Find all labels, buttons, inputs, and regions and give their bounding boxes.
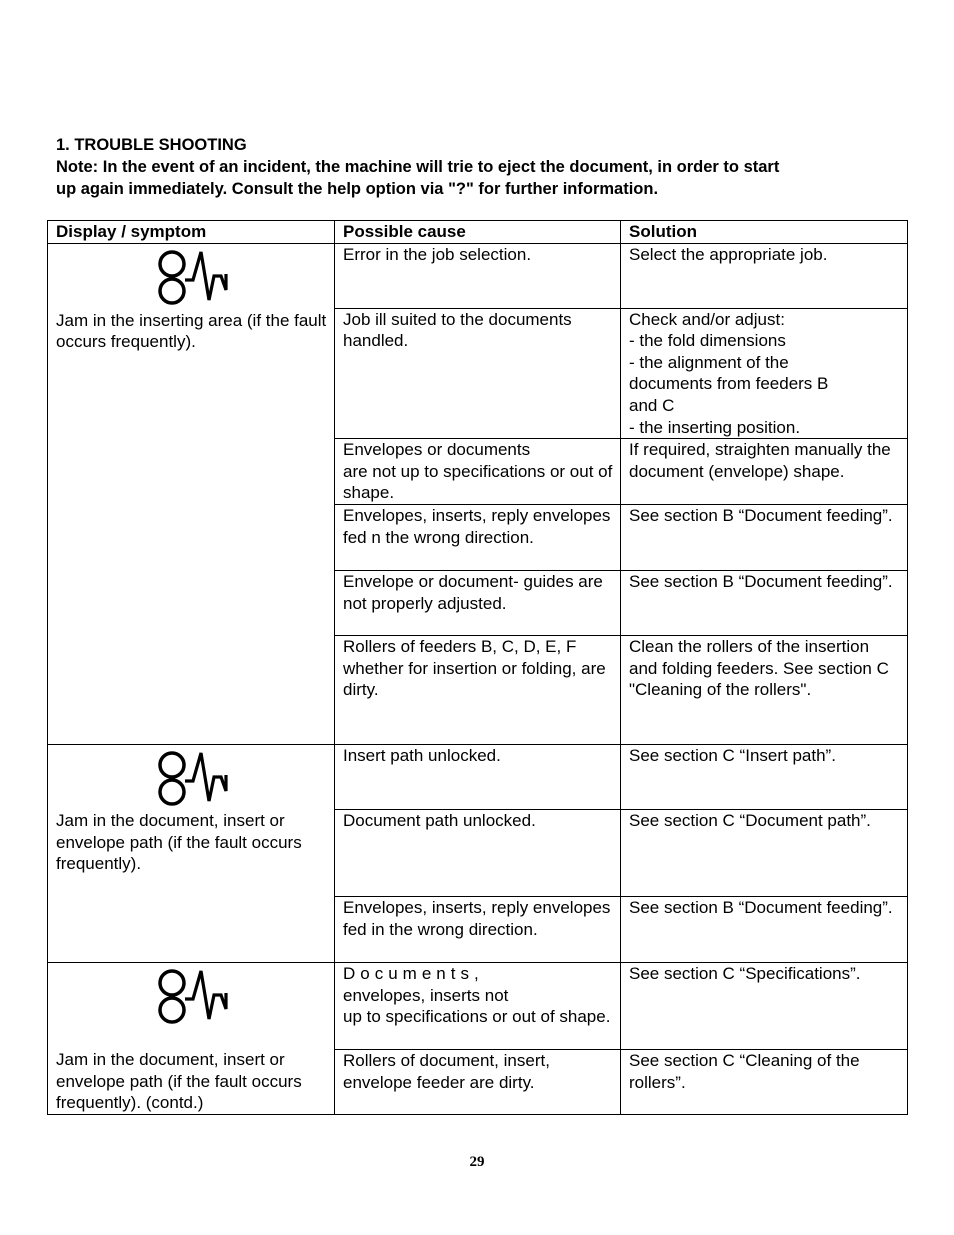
cause-cell: Envelopes or documents are not up to specifications or out of shape. [335,439,621,505]
cause-cell: Envelope or document- guides are not properly adjusted. [335,570,621,635]
cause-cell: Rollers of document, insert, envelope feeder are dirty. [335,1049,621,1114]
cause-cell [335,962,621,1049]
section-title: 1. TROUBLE SHOOTING [56,136,247,154]
cause-cell: Envelopes, inserts, reply envelopes fed in the wrong direction. [335,896,621,962]
cause-cell: Envelopes, inserts, reply envelopes fed n the wrong direction. [335,504,621,570]
symptom-cell [48,243,335,744]
solution-cell: See section B “Document feeding”. [621,896,908,962]
solution-cell: If required, straighten manually the document (envelope) shape. [621,439,908,505]
cause-cell: Insert path unlocked. [335,744,621,809]
cause-cell: Job ill suited to the documents handled. [335,308,621,439]
section-header [56,134,916,200]
page-number: 29 [469,1154,485,1170]
solution-cell: See section C “Cleaning of the rollers”. [621,1049,908,1114]
table-header-row [48,221,908,244]
cause-spaced-text: Documents, [343,963,484,983]
cause-cell: Rollers of feeders B, C, D, E, F whether for insertion or folding, are dirty. [335,635,621,744]
column-header-solution: Solution [621,221,908,244]
solution-cell: Select the appropriate job. [621,243,908,308]
table-row [48,962,908,1049]
column-header-cause: Possible cause [335,221,621,244]
note-line-1: Note: In the event of an incident, the machine will trie to eject the document, in order to start [56,158,780,176]
column-header-symptom: Display / symptom [48,221,335,244]
symptom-cell [48,744,335,962]
symptom-cell [48,962,335,1114]
cause-cell: Document path unlocked. [335,809,621,896]
solution-cell: See section C “Specifications”. [621,962,908,1049]
paper-jam-icon [155,250,235,306]
solution-cell: See section B “Document feeding”. [621,504,908,570]
cause-cell: Error in the job selection. [335,243,621,308]
table-row [48,243,908,308]
cause-text: envelopes, inserts not up to specifications or out of shape. [343,985,611,1027]
symptom-text: Jam in the document, insert or envelope path (if the fault occurs frequently). (contd.) [56,1049,302,1113]
paper-jam-icon [155,969,235,1025]
note-line-2: up again immediately. Consult the help option via "?" for further information. [56,180,659,198]
troubleshooting-table [47,220,908,1115]
symptom-text: Jam in the document, insert or envelope path (if the fault occurs frequently). [56,810,302,874]
solution-cell: See section B “Document feeding”. [621,570,908,635]
solution-cell: Clean the rollers of the insertion and folding feeders. See section C "Cleaning of the rollers". [621,635,908,744]
solution-cell: Check and/or adjust: - the fold dimensions - the alignment of the documents from feeders B and C - the inserting position. [621,308,908,439]
solution-cell: See section C “Document path”. [621,809,908,896]
solution-cell: See section C “Insert path”. [621,744,908,809]
table-row [48,744,908,809]
symptom-text: Jam in the inserting area (if the fault occurs frequently). [56,310,327,352]
paper-jam-icon [155,751,235,807]
